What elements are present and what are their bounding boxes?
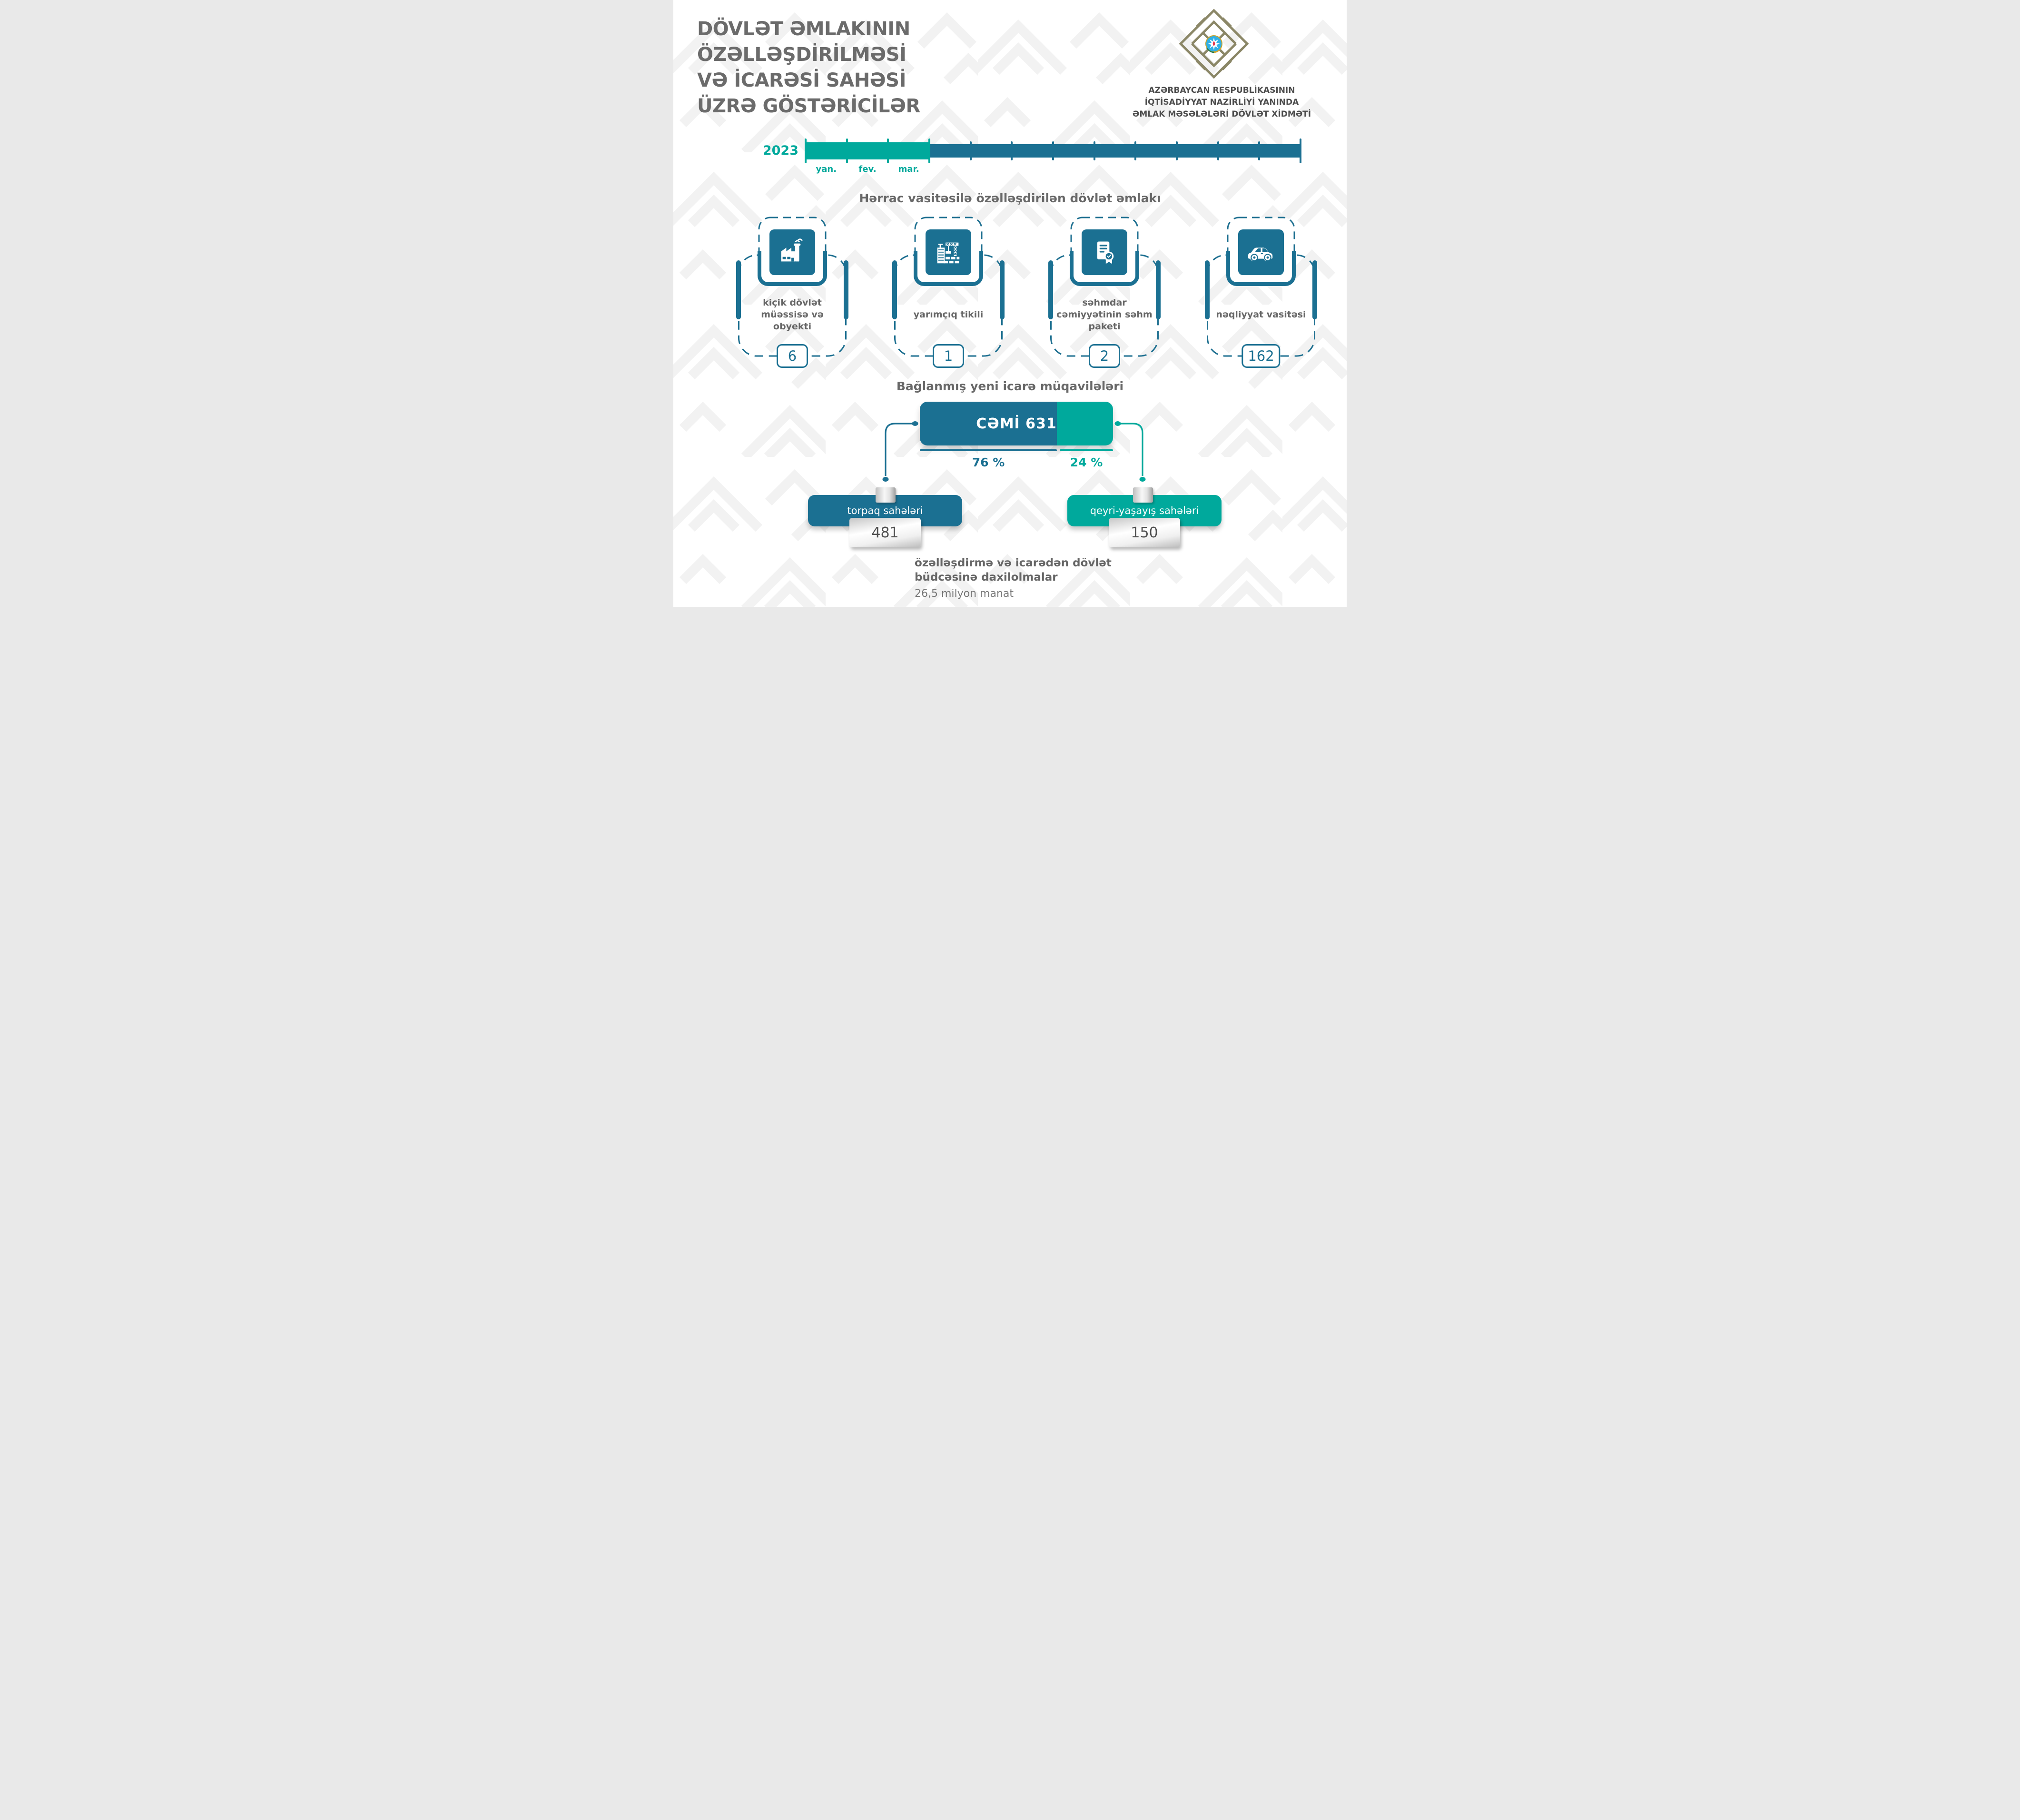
- card-side-bar: [844, 260, 848, 319]
- land-areas-box: torpaq sahələri: [808, 495, 962, 526]
- card-label: kiçik dövlət müəssisə və obyekti: [761, 297, 824, 332]
- nonresidential-underline: [1060, 449, 1113, 451]
- month-label: mar.: [898, 164, 919, 174]
- auction-card-small-enterprise: [738, 217, 847, 370]
- card-label: səhmdar cəmiyyətinin səhm paketi: [1056, 297, 1153, 332]
- title-line: VƏ İCARƏSİ SAHƏSİ: [697, 69, 906, 91]
- lease-total-label: CƏMİ 631: [976, 415, 1057, 432]
- card-side-bar: [1048, 260, 1053, 319]
- auction-card-vehicle: [1206, 217, 1316, 370]
- lease-section-heading: Bağlanmış yeni icarə müqavilələri: [896, 379, 1124, 393]
- month-label: yan.: [816, 164, 837, 174]
- card-value-badge: 6: [777, 344, 808, 368]
- land-percent-label: 76 %: [972, 455, 1005, 469]
- infographic-page: [673, 0, 1347, 607]
- card-side-bar: [1312, 260, 1317, 319]
- page-title: [697, 16, 992, 119]
- nonresidential-areas-value: 150: [1109, 518, 1180, 547]
- title-line: ÖZƏLLƏŞDİRİLMƏSİ: [697, 44, 907, 66]
- card-side-bar: [892, 260, 897, 319]
- card-side-bar: [736, 260, 741, 319]
- auction-card-share-package: [1050, 217, 1159, 370]
- month-label: fev.: [858, 164, 877, 174]
- card-value-badge: 2: [1089, 344, 1120, 368]
- land-underline: [920, 449, 1057, 451]
- nonresidential-percent-label: 24 %: [1070, 455, 1103, 469]
- title-line: ÜZRƏ GÖSTƏRİCİLƏR: [697, 95, 920, 117]
- card-side-bar: [1205, 260, 1210, 319]
- card-value-badge: 162: [1242, 344, 1280, 368]
- hanger-tab: [876, 487, 896, 503]
- agency-logo-icon: [1176, 6, 1252, 82]
- factory-icon: [769, 229, 815, 275]
- timeline-rest-segment: [929, 144, 1301, 158]
- budget-note-line: büdcəsinə daxilolmalar: [915, 571, 1058, 584]
- org-name: [1102, 85, 1342, 120]
- car-icon: [1238, 229, 1284, 275]
- budget-note-line: özəlləşdirmə və icarədən dövlət: [915, 557, 1112, 569]
- org-line: AZƏRBAYCAN RESPUBLİKASININ: [1148, 86, 1295, 95]
- hanger-tab: [1133, 487, 1153, 503]
- org-line: ƏMLAK MƏSƏLƏLƏRİ DÖVLƏT XİDMƏTİ: [1132, 109, 1311, 119]
- auction-section-heading: Hərrac vasitəsilə özəlləşdirilən dövlət əmlakı: [859, 191, 1161, 205]
- share-certificate-icon: [1082, 229, 1127, 275]
- auction-card-unfinished-building: [894, 217, 1003, 370]
- budget-note-amount: 26,5 milyon manat: [915, 588, 1014, 600]
- title-line: DÖVLƏT ƏMLAKININ: [697, 18, 910, 40]
- timeline-bar: [806, 142, 1301, 174]
- timeline-year-label: 2023: [762, 143, 798, 158]
- card-label: nəqliyyat vasitəsi: [1216, 309, 1306, 320]
- card-label: yarımçıq tikili: [913, 309, 984, 320]
- budget-note: [915, 556, 1248, 601]
- construction-icon: [926, 229, 971, 275]
- azerbaijan-emblem-icon: [1206, 36, 1222, 52]
- nonresidential-areas-box: qeyri-yaşayış sahələri: [1067, 495, 1222, 526]
- card-side-bar: [1000, 260, 1005, 319]
- org-line: İQTİSADİYYAT NAZİRLİYİ YANINDA: [1144, 98, 1299, 107]
- lease-total-bar: [920, 402, 1113, 445]
- timeline-highlight-segment: [806, 142, 929, 159]
- card-side-bar: [1156, 260, 1161, 319]
- land-areas-value: 481: [849, 518, 921, 547]
- card-value-badge: 1: [933, 344, 964, 368]
